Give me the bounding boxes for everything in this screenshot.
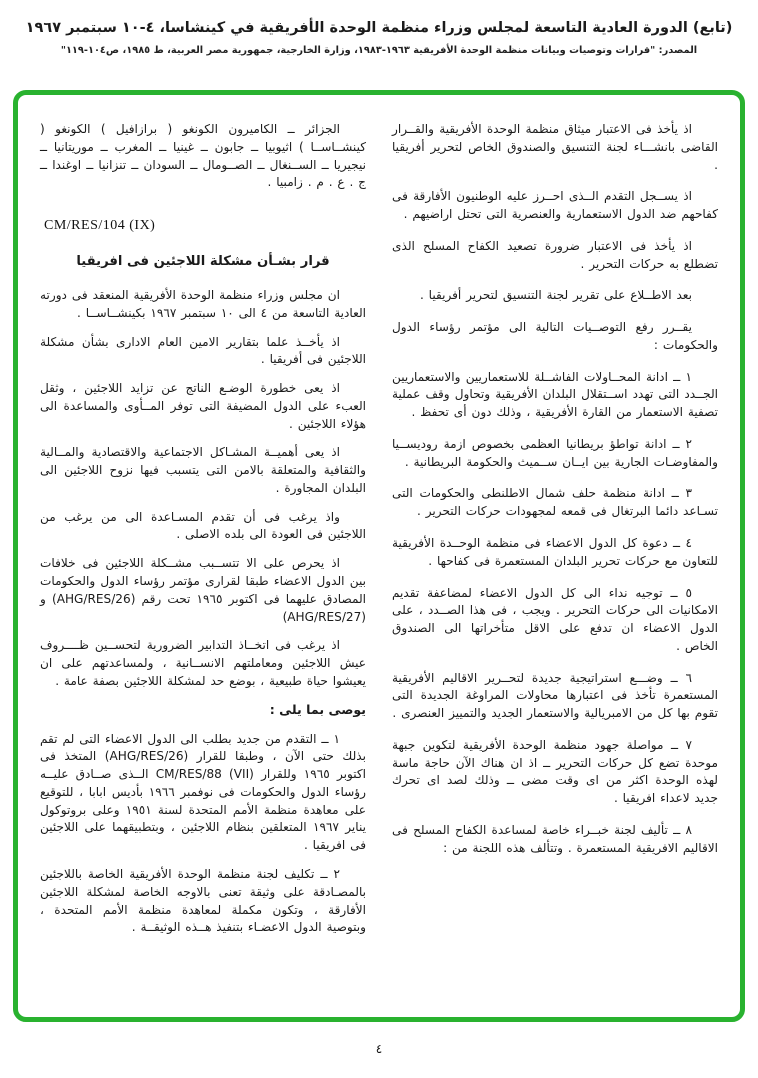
list-item-2: ٢ ــ ادانة تواطؤ بريطانيا العظمى بخصوص ازمة روديســيا والمفاوضـات الجارية بين ايــان ســميث والحكومة البريطانية . <box>392 436 718 469</box>
document-title: (تابع) الدورة العادية التاسعة لمجلس وزراء منظمة الوحدة الأفريقية في كينشاسا، ٤-١٠ سبتمبر ١٩٦٧ <box>25 20 733 36</box>
member-states-list: الجزائر ــ الكاميرون الكونغو ( برازافيل ) الكونغو ( كينشــاســا ) اثيوبيا ــ جابون ــ غينيا ــ المغرب ــ موريتانيا ــ نيجيريا ــ الســنغال ــ الصــومال ــ السودان ــ تنزانيا ــ اوغندا ــ ج . ع . م . زامبيا . <box>40 122 366 190</box>
page-header <box>0 0 758 56</box>
recommendations-heading: يوصى بما يلى : <box>269 701 366 717</box>
list-item-1: ١ ــ ادانة المحــاولات الفاشــلة للاستعماريين والاستعماريين الجــدد التى تهدد اســتقلال البلدان الأفريقية وتحاول وقف عملية تصفية الاستعمار من القارة الأفريقية ، وذلك دون أى تحفظ . <box>392 369 718 420</box>
resolution-code: CM/RES/104 (IX) <box>44 218 156 234</box>
paragraph-preamble-progress: اذ يســجل التقدم الــذى احــرز عليه الوطنيون الأفارقة فى كفاحهم ضد الدول الاستعمارية والعنصرية التى تحتل اراضيهم . <box>392 189 718 222</box>
paragraph-voluntary-return: واذ يرغب فى أن تقدم المسـاعدة الى من يرغب من اللاجئين فى العودة الى بلده الاصلى . <box>40 509 366 542</box>
right-column <box>392 121 718 1007</box>
list-item-7: ٧ ــ مواصلة جهود منظمة الوحدة الأفريقية لتكوين جبهة موحدة تضع كل حركات التحرير ــ اذ ان هناك الآن حاجة ماسة لهذه الوحدة اكثر من اى وقت مضى ــ وذلك لصد اى تحرك جديد لاعداء افريقيا . <box>392 737 718 806</box>
list-item-3: ٣ ــ ادانة منظمة حلف شمال الاطلنطى والحكومات التى تسـاعد دائما البرتغال فى قمعه لمجهودات حركات التحرير . <box>392 486 718 519</box>
paragraph-decides: يقــرر رفع التوصــيات التالية الى مؤتمر رؤساء الدول والحكومات : <box>392 320 718 352</box>
recommendation-item-2: ٢ ــ تكليف لجنة منظمة الوحدة الأفريقية الخاصة باللاجئين بالمصـادقة على وثيقة تعنى بالاوجه الخاصة لمشكلة اللاجئين الأفارقة ، وتكون مكملة لمعاهدة منظمة الأمم المتحدة ، وبتوصية الدول الاعضـاء بتنفيذ هــذه الوثيقــة . <box>40 866 366 935</box>
document-source-citation: المصدر: "قرارات وتوصيات وبيانات منظمة الوحدة الأفريقية ١٩٦٣-١٩٨٣، وزارة الخارجية، جمهورية مصر العربية، ط ١٩٨٥، ص١٠٤-١١٩" <box>60 45 698 56</box>
paragraph-preamble-armed-struggle: اذ يأخذ فى الاعتبار ضرورة تصعيد الكفاح المسلح الذى تضطلع به حركات التحرير . <box>392 238 718 271</box>
paragraph-preamble-report: بعد الاطــلاع على تقرير لجنة التنسيق لتحرير أفريقيا . <box>419 288 692 303</box>
list-item-4: ٤ ــ دعوة كل الدول الاعضاء فى منظمة الوحــدة الأفريقية للتعاون مع حركات تحرير البلدان المستعمرة فى كفاحها . <box>392 536 718 568</box>
paragraph-refugee-burden: اذ يعى خطورة الوضـع الناتج عن تزايد اللاجئين ، وثقل العبء على الدول المضيفة التى توفر المــأوى والمساعدة الى هؤلاء اللاجئين . <box>40 381 366 431</box>
paragraph-preamble-charter: اذ يأخذ فى الاعتبار ميثاق منظمة الوحدة الأفريقية والقــرار القاضى بانشـــاء لجنة التنسيق والصندوق الخاص لتحرير أفريقيا . <box>392 122 718 172</box>
page-number: ٤ <box>375 1042 383 1056</box>
resolution-title: قرار بشـأن مشكلة اللاجئين فى افريقيا <box>76 254 330 270</box>
list-item-8: ٨ ــ تأليف لجنة خبــراء خاصة لمساعدة الكفاح المسلح فى الاقاليم الافريقية المستعمرة . وتتألف هذه اللجنة من : <box>392 822 718 855</box>
page-footer <box>0 1038 758 1057</box>
paragraph-council-session: ان مجلس وزراء منظمة الوحدة الأفريقية المنعقد فى دورته العادية التاسعة من ٤ الى ١٠ سبتمبر ١٩٦٧ بكينشــاســا . <box>40 288 366 320</box>
recommendation-item-1: ١ ــ التقدم من جديد بطلب الى الدول الاعضاء التى لم تقم بذلك حتى الآن ، وطبقا للقرار (AHG/RES/26) المتخذ فى اكتوبر ١٩٦٥ وللقرار CM/RES/88 (VII) الــذى صــادق عليــه رؤساء الدول والحكومات فى نوفمبر ١٩٦٦ بأديس ابابا ، للتوقيع على معاهدة منظمة الأمم المتحدة لسنة ١٩٥١ وعلى بروتوكول يناير ١٩٦٧ المتعلقين بنظام اللاجئين ، وبتطبيقهما على اللاجئين فى افريقيا . <box>40 731 366 853</box>
list-item-5: ٥ ــ توجيه نداء الى كل الدول الاعضاء لمضاعفة تقديم الامكانيات الى حركات التحرير . ويجب ، فى هذا الصــدد ، على الدول الاعضاء ان تدفع على الاقل متأخراتها الى الصندوق الخاص . <box>392 585 718 653</box>
list-item-6: ٦ ــ وضـــع استراتيجية جديدة لتحــرير الاقاليم الأفريقية المستعمرة تأخذ فى اعتبارها محاولات المراوغة الجديدة التى تقوم بها كل من الامبريالية والاستعمار الجديد والتمييز العنصرى . <box>392 670 718 721</box>
green-border-frame <box>13 90 745 1022</box>
paragraph-social-problems: اذ يعى أهميــة المشـاكل الاجتماعية والاقتصادية والمــالية والثقافية والمتعلقة بالامن التى يتسبب فيها نزوح اللاجئين الى البلدان المجاورة . <box>40 445 366 495</box>
paragraph-noting-reports: اذ يأخــذ علما بتقارير الامين العام الادارى بشأن مشكلة اللاجئين فى أفريقيا . <box>40 334 366 367</box>
paragraph-avoid-disputes: اذ يحرص على الا تتســبب مشــكلة اللاجئين فى خلافات بين الدول الاعضاء طبقا لقرارى مؤتمر رؤساء الدول والحكومات المصادق عليهما فى اكتوبر ١٩٦٥ تحت رقم (AHG/RES/26) و (AHG/RES/27) <box>40 556 366 624</box>
left-column <box>40 121 366 1007</box>
paragraph-necessary-measures: اذ يرغب فى اتخــاذ التدابير الضرورية لتحســين ظــــروف عيش اللاجئين ومعاملتهم الانســانية ، ولمساعدتهم على ان يعيشوا حياة طبيعية ، بوضع حد لمشكلة اللاجئين بصفة عامة . <box>40 638 366 688</box>
